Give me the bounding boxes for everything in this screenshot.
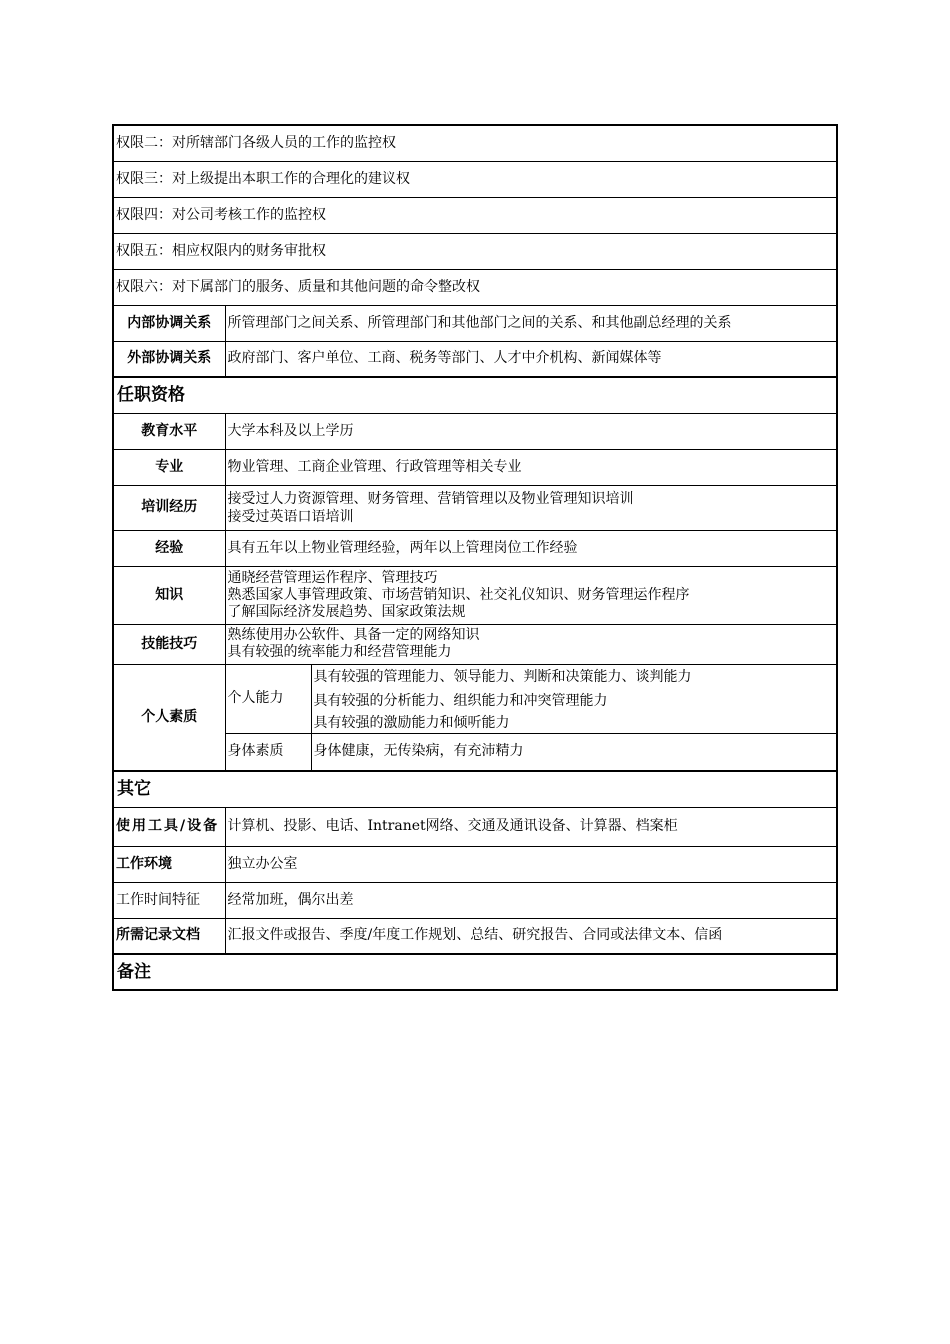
documents-label: 所需记录文档 [113, 918, 225, 954]
authority-row: 权限四：对公司考核工作的监控权 [113, 197, 837, 233]
external-relations-value: 政府部门、客户单位、工商、税务等部门、人才中介机构、新闻媒体等 [225, 341, 837, 377]
ability-line: 具有较强的分析能力、组织能力和冲突管理能力 [313, 692, 608, 709]
skills-line: 具有较强的统率能力和经营管理能力 [227, 644, 452, 660]
knowledge-line: 了解国际经济发展趋势、国家政策法规 [227, 603, 466, 620]
education-value: 大学本科及以上学历 [225, 413, 837, 449]
physical-label: 身体素质 [225, 733, 311, 771]
knowledge-line: 通晓经营管理运作程序、管理技巧 [227, 569, 438, 586]
physical-value: 身体健康，无传染病，有充沛精力 [311, 733, 837, 771]
documents-value: 汇报文件或报告、季度/年度工作规划、总结、研究报告、合同或法律文本、信函 [225, 918, 837, 954]
job-description-sheet [112, 124, 836, 991]
internal-relations-label: 内部协调关系 [113, 305, 225, 341]
environment-value: 独立办公室 [225, 846, 837, 882]
ability-value [311, 664, 837, 733]
training-value [225, 485, 837, 530]
skills-label: 技能技巧 [113, 624, 225, 664]
knowledge-line: 熟悉国家人事管理政策、市场营销知识、社交礼仪知识、财务管理运作程序 [227, 586, 690, 603]
job-description-table [112, 124, 838, 991]
ability-line: 具有较强的激励能力和倾听能力 [313, 714, 510, 731]
work-time-label: 工作时间特征 [113, 882, 225, 918]
training-line: 接受过人力资源管理、财务管理、营销管理以及物业管理知识培训 [227, 490, 634, 507]
authority-row: 权限五：相应权限内的财务审批权 [113, 233, 837, 269]
training-line: 接受过英语口语培训 [227, 508, 354, 525]
remarks-section-title: 备注 [113, 954, 837, 990]
knowledge-label: 知识 [113, 566, 225, 624]
major-value: 物业管理、工商企业管理、行政管理等相关专业 [225, 449, 837, 485]
ability-label: 个人能力 [225, 664, 311, 733]
ability-line: 具有较强的管理能力、领导能力、判断和决策能力、谈判能力 [313, 668, 692, 685]
other-section-title: 其它 [113, 771, 837, 807]
major-label: 专业 [113, 449, 225, 485]
skills-value [225, 624, 837, 664]
education-label: 教育水平 [113, 413, 225, 449]
authority-row: 权限六：对下属部门的服务、质量和其他问题的命令整改权 [113, 269, 837, 305]
qualifications-section-title: 任职资格 [113, 377, 837, 413]
authority-row: 权限三：对上级提出本职工作的合理化的建议权 [113, 161, 837, 197]
personal-quality-label: 个人素质 [113, 664, 225, 771]
experience-value: 具有五年以上物业管理经验，两年以上管理岗位工作经验 [225, 530, 837, 566]
internal-relations-value: 所管理部门之间关系、所管理部门和其他部门之间的关系、和其他副总经理的关系 [225, 305, 837, 341]
knowledge-value [225, 566, 837, 624]
tools-label: 使用工具/设备 [113, 807, 225, 846]
tools-value: 计算机、投影、电话、Intranet网络、交通及通讯设备、计算器、档案柜 [225, 807, 837, 846]
skills-line: 熟练使用办公软件、具备一定的网络知识 [227, 627, 480, 643]
experience-label: 经验 [113, 530, 225, 566]
environment-label: 工作环境 [113, 846, 225, 882]
external-relations-label: 外部协调关系 [113, 341, 225, 377]
training-label: 培训经历 [113, 485, 225, 530]
authority-row: 权限二：对所辖部门各级人员的工作的监控权 [113, 125, 837, 161]
work-time-value: 经常加班，偶尔出差 [225, 882, 837, 918]
